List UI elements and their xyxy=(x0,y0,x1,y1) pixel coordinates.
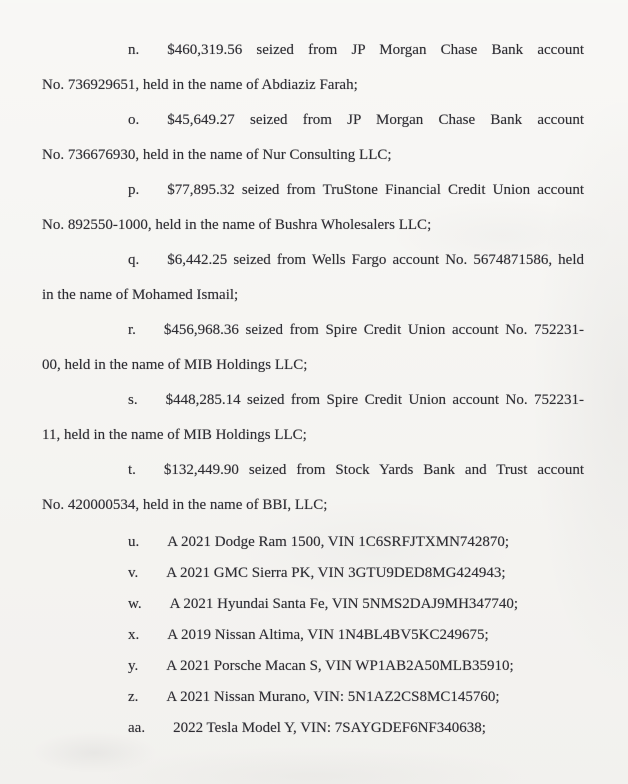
vehicle-text: A 2021 Hyundai Santa Fe, VIN 5NMS2DAJ9MH347740; xyxy=(169,596,519,612)
item-letter-label: x. xyxy=(128,627,140,643)
paragraph-first-line xyxy=(42,383,584,418)
paragraph-continuation-line: 11, held in the name of MIB Holdings LLC; xyxy=(42,427,307,443)
paragraph-first-line xyxy=(42,173,584,208)
item-letter-label: t. xyxy=(128,462,136,478)
vehicle-text: A 2019 Nissan Altima, VIN 1N4BL4BV5KC249675; xyxy=(167,627,489,643)
item-letter-label: aa. xyxy=(128,720,146,736)
item-letter-label: q. xyxy=(128,252,140,268)
seized-funds-paragraph-q xyxy=(42,243,584,313)
vehicle-text: A 2021 Nissan Murano, VIN: 5N1AZ2CS8MC145760; xyxy=(166,689,500,705)
paragraph-text: $448,285.14 seized from Spire Credit Union account No. 752231- xyxy=(165,392,584,408)
item-letter-label: o. xyxy=(128,112,140,128)
vehicle-item-z xyxy=(42,682,584,713)
seized-vehicles-list xyxy=(42,527,584,744)
paragraph-text: $6,442.25 seized from Wells Fargo account No. 5674871586, held xyxy=(167,252,584,268)
paragraph-first-line xyxy=(42,103,584,138)
vehicle-item-aa xyxy=(42,713,584,744)
paragraph-continuation-line: No. 420000534, held in the name of BBI, LLC; xyxy=(42,497,328,513)
item-letter-label: n. xyxy=(128,42,140,58)
seized-funds-paragraph-t xyxy=(42,453,584,523)
paragraph-continuation-line: No. 736676930, held in the name of Nur Consulting LLC; xyxy=(42,147,392,163)
paragraph-text: $45,649.27 seized from JP Morgan Chase Bank account xyxy=(167,112,584,128)
vehicle-item-v xyxy=(42,558,584,589)
paragraph-continuation-line: in the name of Mohamed Ismail; xyxy=(42,287,239,303)
paragraph-first-line xyxy=(42,453,584,488)
paragraph-text: $132,449.90 seized from Stock Yards Bank and Trust account xyxy=(163,462,584,478)
paragraph-text: $460,319.56 seized from JP Morgan Chase Bank account xyxy=(167,42,584,58)
seized-funds-paragraph-r xyxy=(42,313,584,383)
seized-funds-paragraph-o xyxy=(42,103,584,173)
paragraph-first-line xyxy=(42,33,584,68)
seized-funds-paragraph-n xyxy=(42,33,584,103)
vehicle-item-y xyxy=(42,651,584,682)
paragraph-continuation-line: No. 736929651, held in the name of Abdiaziz Farah; xyxy=(42,77,358,93)
item-letter-label: y. xyxy=(128,658,139,674)
paragraph-continuation-line: 00, held in the name of MIB Holdings LLC; xyxy=(42,357,308,373)
item-letter-label: r. xyxy=(128,322,136,338)
item-letter-label: w. xyxy=(128,596,142,612)
vehicle-text: A 2021 GMC Sierra PK, VIN 3GTU9DED8MG424943; xyxy=(166,565,506,581)
vehicle-text: A 2021 Porsche Macan S, VIN WP1AB2A50MLB35910; xyxy=(166,658,514,674)
seized-funds-paragraph-p xyxy=(42,173,584,243)
paragraph-text: $456,968.36 seized from Spire Credit Union account No. 752231- xyxy=(163,322,584,338)
vehicle-item-w xyxy=(42,589,584,620)
item-letter-label: p. xyxy=(128,182,140,198)
paragraph-first-line xyxy=(42,243,584,278)
vehicle-text: A 2021 Dodge Ram 1500, VIN 1C6SRFJTXMN742870; xyxy=(167,534,510,550)
vehicle-text: 2022 Tesla Model Y, VIN: 7SAYGDEF6NF340638; xyxy=(173,720,486,736)
seized-funds-paragraph-s xyxy=(42,383,584,453)
paragraph-text: $77,895.32 seized from TruStone Financial Credit Union account xyxy=(167,182,584,198)
paragraph-first-line xyxy=(42,313,584,348)
item-letter-label: z. xyxy=(128,689,139,705)
item-letter-label: s. xyxy=(128,392,138,408)
vehicle-item-u xyxy=(42,527,584,558)
item-letter-label: u. xyxy=(128,534,140,550)
vehicle-item-x xyxy=(42,620,584,651)
item-letter-label: v. xyxy=(128,565,139,581)
paragraph-continuation-line: No. 892550-1000, held in the name of Bushra Wholesalers LLC; xyxy=(42,217,432,233)
